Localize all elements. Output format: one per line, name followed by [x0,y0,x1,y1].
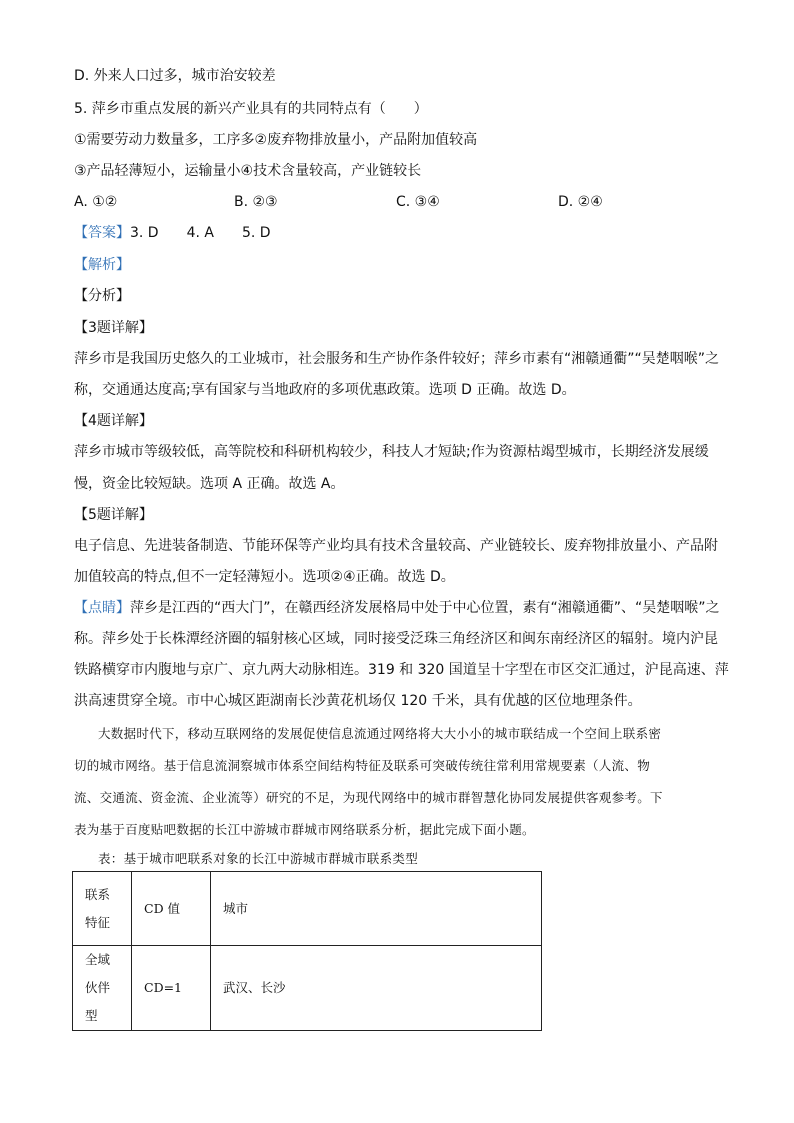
q3-detail-line-2: 称，交通通达度高;享有国家与当地政府的多项优惠政策。选项 D 正确。故选 D。 [74,382,576,398]
q5-stem: 5. 萍乡市重点发展的新兴产业具有的共同特点有（ ） [74,101,428,117]
answer-line [74,223,271,243]
dianjing-line-4: 洪高速贯穿全境。市中心城区距湖南长沙黄花机场仅 120 千米，具有优越的区位地理条件。 [74,693,642,709]
dianjing-text-1: 萍乡是江西的“西大门”，在赣西经济发展格局中处于中心位置，素有“湘赣通衢”、“吴楚咽喉”之 [130,600,720,616]
dianjing-tag: 【点睛】 [74,600,130,616]
dianjing-line-3: 铁路横穿市内腹地与京广、京九两大动脉相连。319 和 320 国道呈十字型在市区交汇通过，沪昆高速、萍 [74,662,729,678]
q4-detail-line-2: 慢，资金比较短缺。选项 A 正确。故选 A。 [74,476,345,492]
city-link-table [72,871,542,1031]
q4-detail-line-1: 萍乡市城市等级较低，高等院校和科研机构较少，科技人才短缺;作为资源枯竭型城市，长期经济发展缓 [74,444,709,460]
q5-option-d: D. ②④ [558,194,603,210]
q3-detail-line-1: 萍乡市是我国历史悠久的工业城市，社会服务和生产协作条件较好；萍乡市素有“湘赣通衢”“吴楚咽喉”之 [74,351,720,367]
table-caption: 表：基于城市吧联系对象的长江中游城市群城市联系类型 [98,851,419,866]
q4-detail-tag: 【4题详解】 [74,413,153,429]
q4-option-d: D. 外来人口过多，城市治安较差 [74,68,276,84]
table-header-cell: 联系特征 [73,872,132,946]
passage-line-3: 流、交通流、资金流、企业流等）研究的不足，为现代网络中的城市群智慧化协同发展提供客观参考。下 [74,790,663,805]
q5-detail-tag: 【5题详解】 [74,507,153,523]
q5-option-a: A. ①② [74,194,118,210]
q3-detail-tag: 【3题详解】 [74,320,153,336]
dianjing-line-2: 称。萍乡处于长株潭经济圈的辐射核心区域，同时接受泛珠三角经济区和闽东南经济区的辐射。境内沪昆 [74,631,718,647]
table-cell: 武汉、长沙 [211,946,542,1031]
passage-line-4: 表为基于百度贴吧数据的长江中游城市群城市网络联系分析，据此完成下面小题。 [74,822,535,837]
passage-line-1: 大数据时代下，移动互联网络的发展促使信息流通过网络将大大小小的城市联结成一个空间上联系密 [98,726,662,741]
dianjing-line-1 [74,598,720,618]
analysis-tag: 【解析】 [74,257,130,273]
table-header-cell: CD 值 [132,872,211,946]
answer-text: 3. D 4. A 5. D [130,225,271,241]
q5-detail-line-2: 加值较高的特点,但不一定轻薄短小。选项②④正确。故选 D。 [74,569,455,585]
q5-option-b: B. ②③ [234,194,278,210]
q5-statement-line-2: ③产品轻薄短小，运输量小④技术含量较高，产业链较长 [74,163,422,179]
table-header-cell: 城市 [211,872,542,946]
passage-line-2: 切的城市网络。基于信息流洞察城市体系空间结构特征及联系可突破传统往常利用常规要素（人流、物 [74,758,651,773]
table-cell: 全域伙伴型 [73,946,132,1031]
table-cell: CD=1 [132,946,211,1031]
answer-tag: 【答案】 [74,225,130,241]
table-header-row [73,872,542,946]
q5-option-c: C. ③④ [396,194,440,210]
q5-detail-line-1: 电子信息、先进装备制造、节能环保等产业均具有技术含量较高、产业链较长、废弃物排放量小、产品附 [74,538,718,554]
q5-statement-line-1: ①需要劳动力数量多，工序多②废弃物排放量小，产品附加值较高 [74,132,478,148]
fenxi-tag: 【分析】 [74,288,130,304]
table-row [73,946,542,1031]
